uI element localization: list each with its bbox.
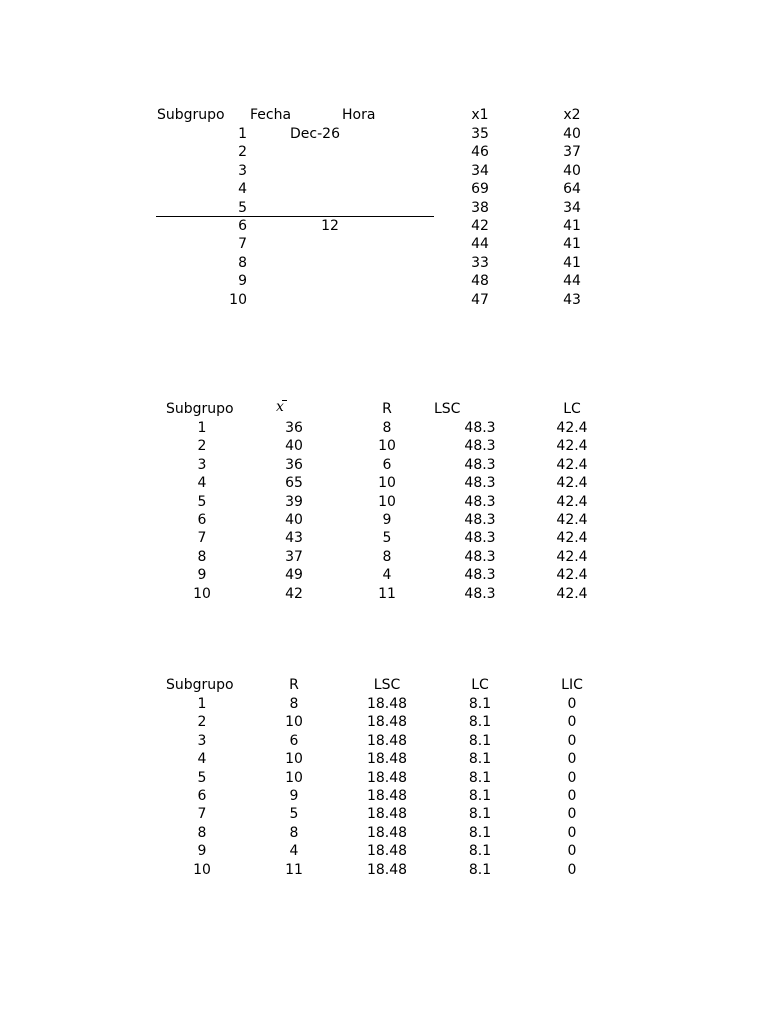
cell-lsc: 48.3 <box>464 475 496 491</box>
cell-subgrupo: 2 <box>197 438 207 454</box>
cell-x2: 43 <box>563 292 581 308</box>
cell-lsc: 18.48 <box>366 751 408 767</box>
cell-lsc: 48.3 <box>464 586 496 602</box>
cell-lic: 0 <box>567 825 577 841</box>
cell-r: 11 <box>378 586 396 602</box>
cell-xbar: 36 <box>285 457 303 473</box>
cell-lc: 8.1 <box>468 788 492 804</box>
cell-x1: 46 <box>471 144 489 160</box>
cell-subgrupo: 6 <box>238 218 247 234</box>
cell-lsc: 18.48 <box>366 770 408 786</box>
cell-x2: 34 <box>563 200 581 216</box>
cell-r: 6 <box>289 733 299 749</box>
cell-subgrupo: 10 <box>193 586 211 602</box>
header-lc: LC <box>563 401 581 417</box>
cell-lc: 42.4 <box>556 457 588 473</box>
cell-r: 8 <box>289 696 299 712</box>
cell-r: 5 <box>382 530 392 546</box>
cell-lc: 42.4 <box>556 438 588 454</box>
cell-lsc: 18.48 <box>366 714 408 730</box>
cell-r: 10 <box>378 438 396 454</box>
cell-subgrupo: 8 <box>238 255 247 271</box>
xbar-symbol: x <box>276 399 284 415</box>
cell-x1: 44 <box>471 236 489 252</box>
cell-lsc: 48.3 <box>464 420 496 436</box>
cell-subgrupo: 2 <box>197 714 207 730</box>
cell-r: 4 <box>289 843 299 859</box>
cell-r: 4 <box>382 567 392 583</box>
cell-x2: 41 <box>563 236 581 252</box>
cell-subgrupo: 4 <box>197 751 207 767</box>
cell-lic: 0 <box>567 862 577 878</box>
cell-lc: 8.1 <box>468 714 492 730</box>
cell-lsc: 18.48 <box>366 733 408 749</box>
cell-lsc: 18.48 <box>366 696 408 712</box>
cell-subgrupo: 3 <box>197 733 207 749</box>
header-lsc: LSC <box>434 401 461 417</box>
cell-r: 6 <box>382 457 392 473</box>
cell-subgrupo: 5 <box>238 200 247 216</box>
cell-lsc: 48.3 <box>464 438 496 454</box>
cell-lc: 42.4 <box>556 530 588 546</box>
cell-xbar: 42 <box>285 586 303 602</box>
cell-lsc: 18.48 <box>366 788 408 804</box>
cell-lc: 42.4 <box>556 586 588 602</box>
cell-r: 10 <box>378 475 396 491</box>
header-lsc: LSC <box>373 677 401 693</box>
cell-xbar: 40 <box>285 512 303 528</box>
header-x2: x2 <box>563 107 581 123</box>
cell-subgrupo: 9 <box>197 567 207 583</box>
header-fecha: Fecha <box>250 107 292 123</box>
cell-xbar: 49 <box>285 567 303 583</box>
cell-lc: 42.4 <box>556 549 588 565</box>
cell-xbar: 39 <box>285 494 303 510</box>
cell-subgrupo: 9 <box>238 273 247 289</box>
cell-subgrupo: 10 <box>229 292 247 308</box>
cell-x1: 47 <box>471 292 489 308</box>
header-subgrupo: Subgrupo <box>166 401 234 417</box>
cell-fecha: Dec-26 <box>290 126 340 142</box>
cell-subgrupo: 1 <box>197 420 207 436</box>
cell-lc: 42.4 <box>556 494 588 510</box>
cell-subgrupo: 4 <box>238 181 247 197</box>
cell-lc: 42.4 <box>556 420 588 436</box>
header-lc: LC <box>471 677 489 693</box>
cell-x1: 48 <box>471 273 489 289</box>
cell-subgrupo: 1 <box>197 696 207 712</box>
cell-lc: 42.4 <box>556 475 588 491</box>
cell-x1: 38 <box>471 200 489 216</box>
cell-subgrupo: 7 <box>197 806 207 822</box>
cell-lc: 8.1 <box>468 806 492 822</box>
cell-lc: 8.1 <box>468 733 492 749</box>
cell-subgrupo: 4 <box>197 475 207 491</box>
cell-xbar: 40 <box>285 438 303 454</box>
cell-r: 10 <box>378 494 396 510</box>
cell-lic: 0 <box>567 751 577 767</box>
cell-subgrupo: 5 <box>197 494 207 510</box>
cell-r: 9 <box>382 512 392 528</box>
cell-r: 10 <box>285 770 303 786</box>
cell-r: 9 <box>289 788 299 804</box>
header-lic: LIC <box>561 677 583 693</box>
cell-x2: 44 <box>563 273 581 289</box>
cell-x2: 40 <box>563 126 581 142</box>
cell-lic: 0 <box>567 733 577 749</box>
cell-x2: 64 <box>563 181 581 197</box>
cell-lc: 8.1 <box>468 751 492 767</box>
cell-lic: 0 <box>567 806 577 822</box>
header-x1: x1 <box>471 107 489 123</box>
cell-lic: 0 <box>567 788 577 804</box>
cell-xbar: 36 <box>285 420 303 436</box>
cell-lc: 8.1 <box>468 770 492 786</box>
cell-subgrupo: 1 <box>238 126 247 142</box>
cell-lsc: 18.48 <box>366 843 408 859</box>
cell-r: 10 <box>285 751 303 767</box>
cell-subgrupo: 6 <box>197 788 207 804</box>
cell-x1: 69 <box>471 181 489 197</box>
header-hora: Hora <box>342 107 376 123</box>
cell-x1: 42 <box>471 218 489 234</box>
cell-x2: 40 <box>563 163 581 179</box>
cell-subgrupo: 6 <box>197 512 207 528</box>
cell-r: 11 <box>285 862 303 878</box>
cell-lc: 42.4 <box>556 512 588 528</box>
header-r: R <box>289 677 299 693</box>
cell-x2: 37 <box>563 144 581 160</box>
cell-lic: 0 <box>567 770 577 786</box>
cell-x2: 41 <box>563 255 581 271</box>
cell-lc: 8.1 <box>468 862 492 878</box>
cell-subgrupo: 7 <box>238 236 247 252</box>
cell-r: 8 <box>289 825 299 841</box>
cell-lic: 0 <box>567 696 577 712</box>
cell-lsc: 48.3 <box>464 494 496 510</box>
cell-r: 8 <box>382 549 392 565</box>
cell-xbar: 43 <box>285 530 303 546</box>
cell-xbar: 37 <box>285 549 303 565</box>
cell-x1: 33 <box>471 255 489 271</box>
cell-r: 8 <box>382 420 392 436</box>
cell-lc: 42.4 <box>556 567 588 583</box>
cell-lsc: 48.3 <box>464 512 496 528</box>
cell-subgrupo: 8 <box>197 825 207 841</box>
header-subgrupo: Subgrupo <box>157 107 225 123</box>
cell-lsc: 18.48 <box>366 825 408 841</box>
cell-subgrupo: 8 <box>197 549 207 565</box>
cell-lic: 0 <box>567 843 577 859</box>
cell-subgrupo: 9 <box>197 843 207 859</box>
cell-lsc: 48.3 <box>464 567 496 583</box>
cell-subgrupo: 3 <box>197 457 207 473</box>
cell-subgrupo: 5 <box>197 770 207 786</box>
cell-lc: 8.1 <box>468 825 492 841</box>
cell-lic: 0 <box>567 714 577 730</box>
header-subgrupo: Subgrupo <box>166 677 234 693</box>
cell-xbar: 65 <box>285 475 303 491</box>
cell-subgrupo: 3 <box>238 163 247 179</box>
header-r: R <box>382 401 392 417</box>
cell-r: 10 <box>285 714 303 730</box>
cell-x1: 34 <box>471 163 489 179</box>
cell-x1: 35 <box>471 126 489 142</box>
cell-lsc: 48.3 <box>464 530 496 546</box>
cell-lc: 8.1 <box>468 696 492 712</box>
cell-subgrupo: 7 <box>197 530 207 546</box>
cell-x2: 41 <box>563 218 581 234</box>
cell-hora: 12 <box>321 218 339 234</box>
cell-subgrupo: 10 <box>193 862 211 878</box>
cell-lsc: 18.48 <box>366 806 408 822</box>
cell-lsc: 18.48 <box>366 862 408 878</box>
cell-lsc: 48.3 <box>464 549 496 565</box>
cell-lsc: 48.3 <box>464 457 496 473</box>
cell-r: 5 <box>289 806 299 822</box>
cell-subgrupo: 2 <box>238 144 247 160</box>
cell-lc: 8.1 <box>468 843 492 859</box>
